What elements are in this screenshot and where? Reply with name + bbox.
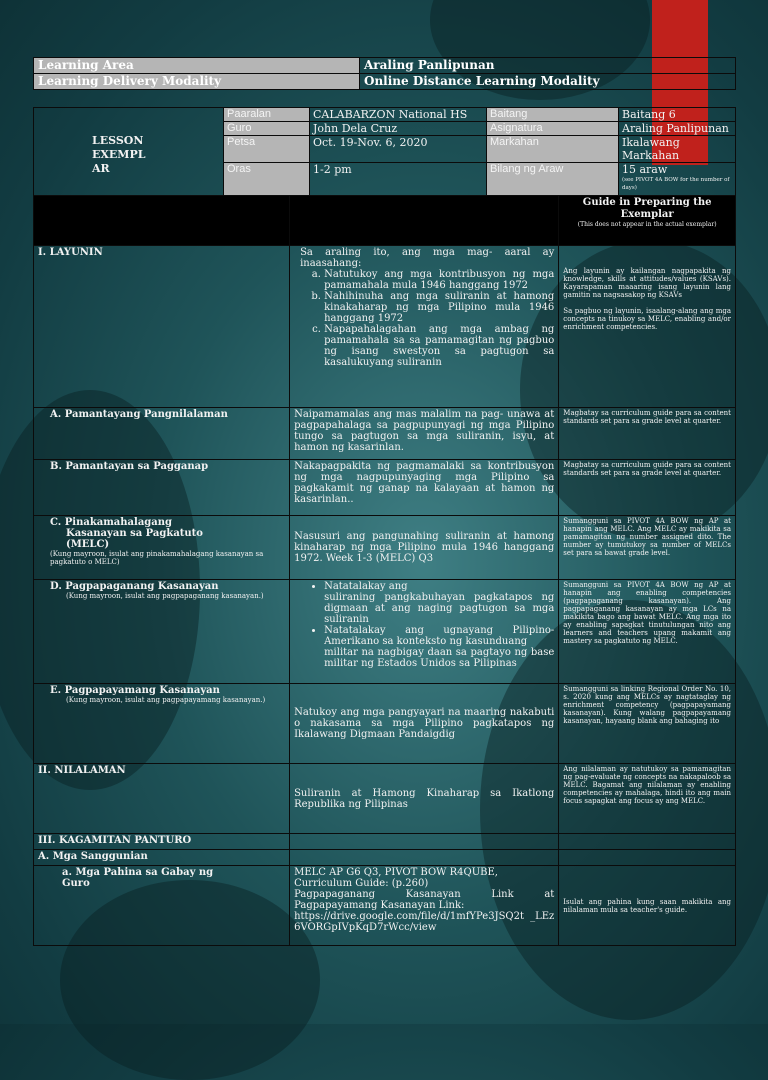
header-blank-2 [290,196,559,246]
layunin-guide [559,246,736,408]
melc-content: Nasusuri ang pangunahing suliranin at hamong kinaharap ng mga Pilipino mula 1946 hanggang 1972. Week 1-3 (MELC) Q3 [290,516,559,580]
sanggunian-guide-blank [559,850,736,866]
kagamitan-label: III. KAGAMITAN PANTURO [34,834,290,850]
pangnilalaman-content: Naipamamalas ang mas malalim na pag- unawa at pagpapahalaga sa pagpupunyagi ng mga Pilipino tungo sa pagtugon sa mga suliranin, isyu, at hamon ng kasarinlan. [290,408,559,460]
oras-label: Oras [224,163,310,202]
modality-value: Online Distance Learning Modality [360,74,736,90]
pagpapaganang-item [324,625,554,669]
baitang-label: Baitang [487,108,619,122]
pagpapaganang-label-text: D. Pagpapaganang Kasanayan [50,581,219,592]
lesson-info-table [33,107,736,202]
bilang-note: (see PIVOT 4A BOW for the number of days) [622,177,730,191]
layunin-item: c. Napapahalagahan ang mga ambag ng pamamahala sa sa pamamagitan ng pagbuo ng isang swestyon sa pagtugon sa kasalukuyang suliranin [324,324,554,368]
markahan-value: Ikalawang Markahan [619,136,736,163]
baitang-value: Baitang 6 [619,108,736,122]
kagamitan-guide-blank [559,834,736,850]
melc-label-3: (MELC) [66,539,110,550]
oras-value: 1-2 pm [310,163,487,202]
pahina-line-1: MELC AP G6 Q3, PIVOT BOW R4QUBE, [294,867,498,878]
pahina-line-2: Curriculum Guide: (p.260) [294,878,429,889]
pahina-guide: Isulat ang pahina kung saan makikita ang nilalaman mula sa teacher's guide. [559,866,736,946]
bilang-label: Bilang ng Araw [487,163,619,202]
header-table [33,57,736,90]
paaralan-value: CALABARZON National HS [310,108,487,122]
pahina-content [290,866,559,946]
pahina-link[interactable]: https://drive.google.com/file/d/1mfYPe3JSQ2t _LEz6VORGpIVpKqD7rWcc/view [294,911,555,933]
pagpapayamang-content: Natukoy ang mga pangyayari na maaring nakabuti o nakasama sa mga Pilipino pagkatapos ng Ikalawang Digmaan Pandaigdig [290,684,559,764]
pagpapaganang-item-2a: Natatalakay ang ugnayang Pilipino- Amerikano sa konteksto ng kasunduang [324,625,555,647]
layunin-list [294,269,554,368]
bilang-value: 15 araw [622,163,668,176]
pagpapaganang-list [294,581,554,669]
pagpapaganang-item-1a: Natatalakay ang [324,581,408,592]
lesson-exemplar-title-text: LESSON EXEMPL AR [92,133,146,175]
layunin-item: a. Natutukoy ang mga kontribusyon ng mga pamamahala mula 1946 hanggang 1972 [324,269,554,291]
sanggunian-blank [290,850,559,866]
lesson-main-table [33,195,736,946]
melc-label [34,516,290,580]
layunin-item: b. Nahihinuha ang mga suliranin at hamong kinakaharap ng mga Pilipino mula 1946 hanggang 1972 [324,291,554,324]
layunin-guide-1: Ang layunin ay kailangan nagpapakita ng knowledge, skills at attitudes/values (KSAVs). Kayarapaman maaaring isang layunin lang gamitin na nagsasakop ng KSAVs [563,267,731,299]
pagpapayamang-label-text: E. Pagpapayamang Kasanayan [50,685,220,696]
learning-area-value: Araling Panlipunan [360,58,736,74]
melc-note: (Kung mayroon, isulat ang pinakamahalagang kasanayan sa pagkatuto o MELC) [50,550,264,566]
guro-value: John Dela Cruz [310,122,487,136]
melc-guide: Sumangguni sa PIVOT 4A BOW ng AP at hanapin ang MELC. Ang MELC ay makikita sa pamamagitan ng number assigned dito. The number ay tumutukoy sa number of MELCs set para sa bawat grade level. [559,516,736,580]
pagpapayamang-guide: Sumangguni sa linking Regional Order No. 10, s. 2020 kung ang MELCs ay nagtataglay ng enrichment competency (pagpapayamang kasanayan). Kung walang pagpapayamang kasanayan, hayaang blank ang bahaging ito [559,684,736,764]
pagpapayamang-label [34,684,290,764]
petsa-label: Petsa [224,136,310,163]
sanggunian-label: A. Mga Sanggunian [34,850,290,866]
nilalaman-label: II. NILALAMAN [34,764,290,834]
asignatura-value: Araling Panlipunan [619,122,736,136]
pangnilalaman-label: A. Pamantayang Pangnilalaman [34,408,290,460]
kagamitan-blank [290,834,559,850]
pagpapaganang-item-1b: suliraning pangkabuhayan pagkatapos ng digmaan at ang naging pagtugon sa mga suliranin [324,592,555,625]
header-blank-1 [34,196,290,246]
paaralan-label: Paaralan [224,108,310,122]
pagganap-content: Nakapagpakita ng pagmamalaki sa kontribusyon ng mga nagpupunyaging mga Pilipino sa pagkakamit ng ganap na kalayaan at hamon ng kasarinlan.. [290,460,559,516]
guide-header [559,196,736,246]
pahina-line-3: Pagpapaganang Kasanayan Link at Pagpapayamang Kasanayan Link: [294,889,555,911]
modality-label: Learning Delivery Modality [34,74,360,90]
guide-title: Guide in Preparing the Exemplar [582,197,712,220]
pagganap-label: B. Pamantayan sa Pagganap [34,460,290,516]
petsa-value: Oct. 19-Nov. 6, 2020 [310,136,487,163]
nilalaman-content: Suliranin at Hamong Kinaharap sa Ikatlong Republika ng Pilipinas [290,764,559,834]
layunin-label: I. LAYUNIN [34,246,290,408]
asignatura-label: Asignatura [487,122,619,136]
markahan-label: Markahan [487,136,619,163]
pagpapaganang-item-2b: militar na nagbigay daan sa pagtayo ng base militar ng Estados Unidos sa Pilipinas [324,647,555,669]
pagpapaganang-guide: Sumangguni sa PIVOT 4A BOW ng AP at hanapin ang enabling competencies (pagpapaganang kasanayan). Ang pagpapaganang kasanayan ay mga LCs na makikita bago ang bawat MELC. Ang mga ito ay enabling sapagkat tinutulungan nito ang learners and teachers upang makamit ang mastery sa pagkatuto ng MELC. [559,580,736,684]
pagpapaganang-note: (Kung mayroon, isulat ang pagpapaganang kasanayan.) [66,592,264,600]
guide-subtitle: (This does not appear in the actual exemplar) [577,221,717,228]
learning-area-label: Learning Area [34,58,360,74]
layunin-intro: Sa araling ito, ang mga mag- aaral ay inaasahang: [300,247,555,269]
pahina-label [34,866,290,946]
guro-label: Guro [224,122,310,136]
pagpapaganang-label [34,580,290,684]
pangnilalaman-guide: Magbatay sa curriculum guide para sa content standards set para sa grade level at quarter. [559,408,736,460]
melc-label-2: Kasanayan sa Pagkatuto [66,528,203,539]
pagpapaganang-content [290,580,559,684]
layunin-content [290,246,559,408]
layunin-guide-2: Sa pagbuo ng layunin, isaalang-alang ang mga concepts na tinukoy sa MELC, enabling and/or enrichment competencies. [563,307,731,331]
pagganap-guide: Magbatay sa curriculum guide para sa content standards set para sa grade level at quarter. [559,460,736,516]
melc-label-1: C. Pinakamahalagang [50,517,173,528]
pagpapayamang-note: (Kung mayroon, isulat ang pagpapayamang kasanayan.) [66,696,266,704]
lesson-exemplar-title [34,108,224,202]
pagpapaganang-item [324,581,554,625]
nilalaman-guide: Ang nilalaman ay natutukoy sa pamamagitan ng pag-evaluate ng concepts na nakapaloob sa MELC. Bagamat ang nilalaman ay enabling competencies ay mahalaga, hindi ito ang main focus sapagkat ang focus ay ang MELC. [559,764,736,834]
pahina-label-text: a. Mga Pahina sa Gabay ng Guro [62,867,214,889]
